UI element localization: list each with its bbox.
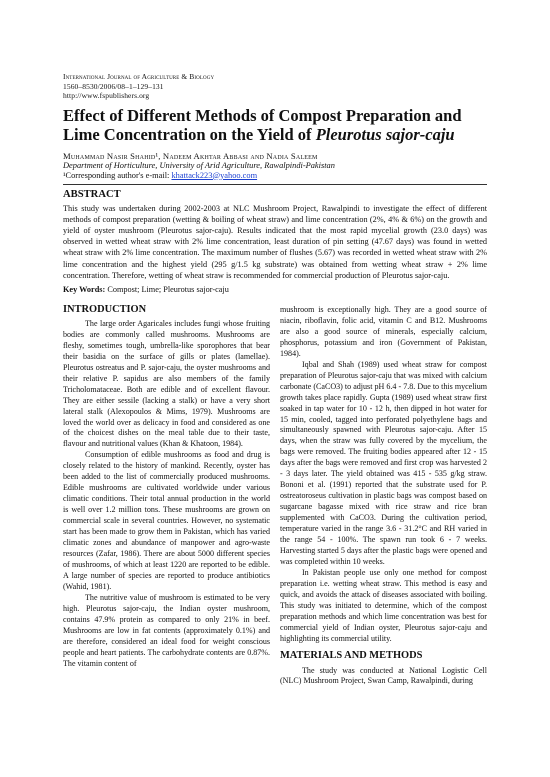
- right-paragraph-3: In Pakistan people use only one method for compost preparation i.e. wetting wheat straw. This method is easy and quick, and avoids the attack of diseases associated with boiling. This study was initiated to determine, which of the compost preparation methods and which lime concentration was best for commercial yield of Indian oyster, Pleurotus sajor-caju and highlighting its commercial utility.: [280, 567, 487, 643]
- keywords-text: Compost; Lime; Pleurotus sajor-caju: [105, 284, 229, 294]
- intro-paragraph-3: The nutritive value of mushroom is estimated to be very high. Pleurotus sajor-caju, the Indian oyster mushroom, contains 47.9% protein as compared to only 21% in beef. Mushrooms are low in fat contents (approximately 0.1%) and are therefore, considered an ideal food for weight conscious people and heart patients. The carbohydrate contents are 0.87%. The vitamin content of: [63, 592, 270, 668]
- paper-title: [63, 106, 487, 144]
- title-main: Effect of Different Methods of Compost Preparation and Lime Concentration on the Yield of: [63, 105, 462, 144]
- intro-paragraph-1: The large order Agaricales includes fungi whose fruiting bodies are commonly called mushrooms. Mushrooms are fleshy, sometimes tough, umbrella-like sporophores that bear their basidia on the surface of gills or plates (lamellae). Pleurotus ostreatus and P. sajor-caju, the oyster mushrooms and their relative P. sapidus are also members of the family Tricholomataceae. Both are edible and of excellent flavour. They are either sessile (lacking a stalk) or have a very short lateral stalk (Alexopoulos & Mims, 1979). Mushrooms are loved the world over as delicacy in food and considered as one of the choicest dishes on the meal table due to their taste, flavour and nutritional values (Khan & Khatoon, 1984).: [63, 318, 270, 449]
- affiliation: Department of Horticulture, University of Arid Agriculture, Rawalpindi-Pakistan: [63, 160, 335, 170]
- journal-url[interactable]: http://www.fspublishers.org: [63, 91, 150, 100]
- right-paragraph-1: mushroom is exceptionally high. They are a good source of niacin, riboflavin, folic acid, vitamin C and B12. Mushrooms are also a good source of minerals, especially calcium, phosphorus, potassium and iron (Government of Pakistan, 1984).: [280, 305, 487, 358]
- intro-paragraph-2: Consumption of edible mushrooms as food and drug is closely related to the history of mankind. Recently, oyster has been added to the list of commercially produced mushrooms. Edible mushrooms are cultivated worldwide under various climatic conditions. Their total annual production in the world is well over 1.2 million tons. These mushrooms are grown on commercial scale in several countries. However, no systematic start has been made to grow them in Pakistan, which has varied climatic zones and abundance of manpower and agro-waste resources (Zafar, 1986). There are about 5000 different species of mushrooms, of which at least 1220 are reported to be edible. A large number of species are reported to produce antibiotics (Wahid, 1981).: [63, 450, 270, 591]
- email-link[interactable]: khattack223@yahoo.com: [171, 170, 258, 180]
- journal-issn: 1560–8530/2006/08–1–129–131: [63, 81, 164, 91]
- corresponding-author: [63, 171, 487, 181]
- title-species: Pleurotus sajor-caju: [315, 124, 455, 144]
- intro-heading: INTRODUCTION: [63, 304, 147, 315]
- left-column: [63, 305, 270, 687]
- methods-heading: MATERIALS AND METHODS: [280, 649, 423, 661]
- body-columns: [63, 305, 487, 687]
- right-column: [280, 305, 487, 687]
- corresponding-label: ¹Corresponding author's e-mail:: [63, 170, 172, 180]
- authors: Muhammad Nasir Shahid¹, Nadeem Akhtar Abbasi and Nadia Saleem: [63, 150, 318, 161]
- journal-name: International Journal of Agriculture & Biology: [63, 72, 215, 81]
- right-paragraph-2: Iqbal and Shah (1989) used wheat straw for compost preparation of Pleurotus sajor-caju that was mixed with calcium carbonate (CaCO3) to adjust pH 6.4 - 7.8. Due to this mycelium growth takes place rapidly. Gupta (1989) used wheat straw first soaked in tap water for 10 - 12 h, then dipped in hot water for 15 min, cooled, tagged into perforated polyethylene bags and simultaneously spawned with Pleurotus sajor-caju. After 15 days, when the straw was fully covered by the mycelium, the bags were removed. The fruiting bodies appeared after 12 - 15 days after the bags were removed and first crop was harvested 2 - 3 days later. The yield obtained was 415 - 535 g/kg straw. Bononi et al. (1991) reported that the substrate used for P. ostreatoroseus cultivation in plastic bags was compost based on sugarcane bagasse mixed with rice straw and rice bran supplemented with CaCO3. During the cultivation period, temperature varied in the range 3.6 - 31.2°C and RH varied in the range 54 - 100%. The spawn run took 6 - 7 weeks. Harvesting started 5 days after the plastic bags were opened and was completed within 10 weeks.: [280, 359, 487, 566]
- methods-paragraph-1: The study was conducted at National Logistic Cell (NLC) Mushroom Project, Swan Camp, Rawalpindi, during: [280, 665, 487, 686]
- divider: [63, 184, 487, 185]
- abstract-text: This study was undertaken during 2002-2003 at NLC Mushroom Project, Rawalpindi to investigate the effect of different methods of compost preparation (wetting & boiling of wheat straw) and lime concentration (2%, 4% & 6%) on the growth and yield of oyster mushroom (Pleurotus sajor-caju). Results indicated that the most rapid mycelial growth (23.0 days) was observed in wetted wheat straw with 2% lime concentration, least duration of pin setting (47.67 days) was found in wetted wheat straw with 2% lime concentration. The maximum number of flushes (5.67) was recorded in wetted wheat straw with 2% lime concentration and the highest yield (295 g/1.5 kg substrate) was obtained from wetting wheat straw + 2% lime concentration. Therefore, wetting of wheat straw is recommended for commercial production of Pleurotus sajor-caju.: [63, 203, 487, 280]
- keywords: [63, 285, 487, 294]
- header-block: [63, 72, 487, 294]
- abstract-heading: ABSTRACT: [63, 188, 121, 200]
- keywords-label: Key Words:: [63, 284, 106, 294]
